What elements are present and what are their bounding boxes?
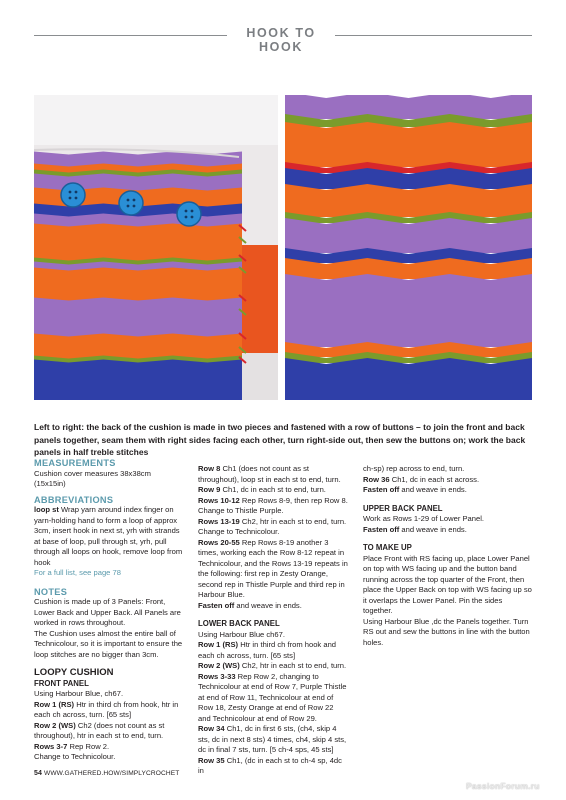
loopy-cushion-heading: LOOPY CUSHION	[34, 667, 114, 678]
front-rows-13-19: Rows 13-19 Ch2, htr in each st to end, turn.	[198, 516, 347, 526]
button-icon	[177, 202, 201, 226]
header-rule-left	[34, 35, 227, 36]
fasten-off: Fasten off and weave in ends.	[363, 524, 467, 534]
change-colour: Change to Technicolour.	[198, 527, 280, 536]
measurements-text: Cushion cover measures 38x38cm (15x15in)	[34, 468, 151, 488]
front-row-2: Row 2 (WS) Ch2 (does not count as st throughout), htr in each st to end, turn.	[34, 720, 165, 740]
front-rows-20-55: Rows 20-55 Rep Rows 8-19 another 3 times, working each the Row 8-12 repeat in Technicolour, and the Rows 13-19 repeats in the following: first rep in Zesty Orange, second rep in Thistle Purple and third rep in Harbour Blue.	[198, 537, 348, 599]
photo-caption: Left to right: the back of the cushion is made in two pieces and fastened with a row of buttons – to join the front and back panels together, seam them with right sides facing each other, turn right-side out, then sew the buttons on; work the back panels in half treble stitches	[34, 422, 526, 457]
column-2	[198, 464, 348, 777]
loop-st-definition: loop st Wrap yarn around index finger on yarn-holding hand to form a loop of approx 3cm, insert hook in next st, yrh with strands at base of loop, pull through st, yrh, pull through all loops on hook, remove loop from hook	[34, 505, 183, 567]
front-panel-heading: FRONT PANEL	[34, 678, 89, 688]
measurements-heading: MEASUREMENTS	[34, 458, 116, 468]
closeup-stripes	[285, 95, 532, 400]
front-row-9: Row 9 Ch1, dc in each st to end, turn.	[198, 485, 326, 494]
lower-row-36: Row 36 Ch1, dc in each st across.	[363, 474, 480, 484]
make-up-text-1: Place Front with RS facing up, place Lower Panel on top with WS facing up and the button band running across the top quarter of the Front, then place the Upper Back on top with WS facing up so it overlaps the Lower Panel. Pin the sides together.	[363, 553, 532, 615]
lower-row-35: Row 35 Ch1, (dc in each st to ch-4 sp, 4dc in	[198, 755, 342, 775]
stitch-closeup-photo	[285, 95, 532, 400]
header-rule-right	[335, 35, 532, 36]
lower-row-2: Row 2 (WS) Ch2, htr in each st to end, turn.	[198, 661, 347, 670]
front-rows-10-12: Rows 10-12 Rep Rows 8-9, then rep Row 8.	[198, 495, 348, 505]
notes-text-1: Cushion is made up of 3 Panels: Front, Lower Back and Upper Back. All Panels are worked in rows throughout.	[34, 597, 181, 627]
watermark: PassionForum.ru	[466, 781, 540, 791]
lower-row-1: Row 1 (RS) Htr in third ch from hook and each ch across, turn. [65 sts]	[198, 640, 337, 660]
cushion-back-photo	[34, 95, 278, 400]
full-list-link[interactable]: For a full list, see page 78	[34, 568, 121, 577]
abbreviations-heading: ABBREVIATIONS	[34, 494, 114, 505]
change-colour: Change to Technicolour.	[34, 752, 116, 761]
lower-row-34: Row 34 Ch1, dc in first 6 sts, (ch4, skip 4 sts, dc in next 8 sts) 4 times, ch4, skip 4 sts, dc in final 7 sts, turn. [5 ch-4 sps, 45 sts]	[198, 724, 347, 754]
change-colour: Change to Thistle Purple.	[198, 506, 284, 515]
upper-back-text: Work as Rows 1-29 of Lower Panel.	[363, 514, 484, 523]
footer-url[interactable]: WWW.GATHERED.HOW/SIMPLYCROCHET	[44, 770, 180, 777]
button-icon	[119, 191, 143, 215]
make-up-heading: TO MAKE UP	[363, 543, 412, 552]
upper-back-heading: UPPER BACK PANEL	[363, 503, 443, 513]
fasten-off: Fasten off and weave in ends.	[363, 485, 467, 494]
lower-back-intro: Using Harbour Blue ch67.	[198, 629, 285, 639]
front-rows-3-7: Rows 3-7 Rep Row 2.	[34, 741, 110, 751]
notes-text-2: The Cushion uses almost the entire ball of Technicolour, so it is important to ensure the loop stitches are no bigger than 3cm.	[34, 628, 183, 659]
make-up-text-2: Using Harbour Blue ,dc the Panels together. Turn RS out and sew the buttons in line with the button holes.	[363, 616, 530, 647]
lower-rows-3-33: Rows 3-33 Rep Row 2, changing to Technicolour at end of Row 7, Purple Thistle at end of Row 11, Technicolour at end of Row 18, Zesty Orange at end of Row 22 and Technicolour at end of Row 29.	[198, 671, 347, 723]
lower-back-heading: LOWER BACK PANEL	[198, 619, 280, 628]
fasten-off: Fasten off and weave in ends.	[198, 600, 302, 610]
front-row-1: Row 1 (RS) Htr in third ch from hook, htr in each ch across, turn. [65 sts]	[34, 699, 179, 719]
page-footer	[34, 770, 179, 777]
page-number: 54	[34, 770, 42, 777]
section-title: HOOK TO HOOK	[246, 26, 316, 54]
column-1	[34, 458, 184, 763]
column-3	[363, 464, 533, 648]
front-panel-intro: Using Harbour Blue, ch67.	[34, 689, 124, 698]
front-row-8: Row 8 Ch1 (does not count as st throughout), loop st in each st to end, turn.	[198, 464, 341, 484]
notes-heading: NOTES	[34, 586, 68, 597]
lower-row-35-cont: ch-sp) rep across to end, turn.	[363, 464, 465, 473]
button-icon	[61, 183, 85, 207]
